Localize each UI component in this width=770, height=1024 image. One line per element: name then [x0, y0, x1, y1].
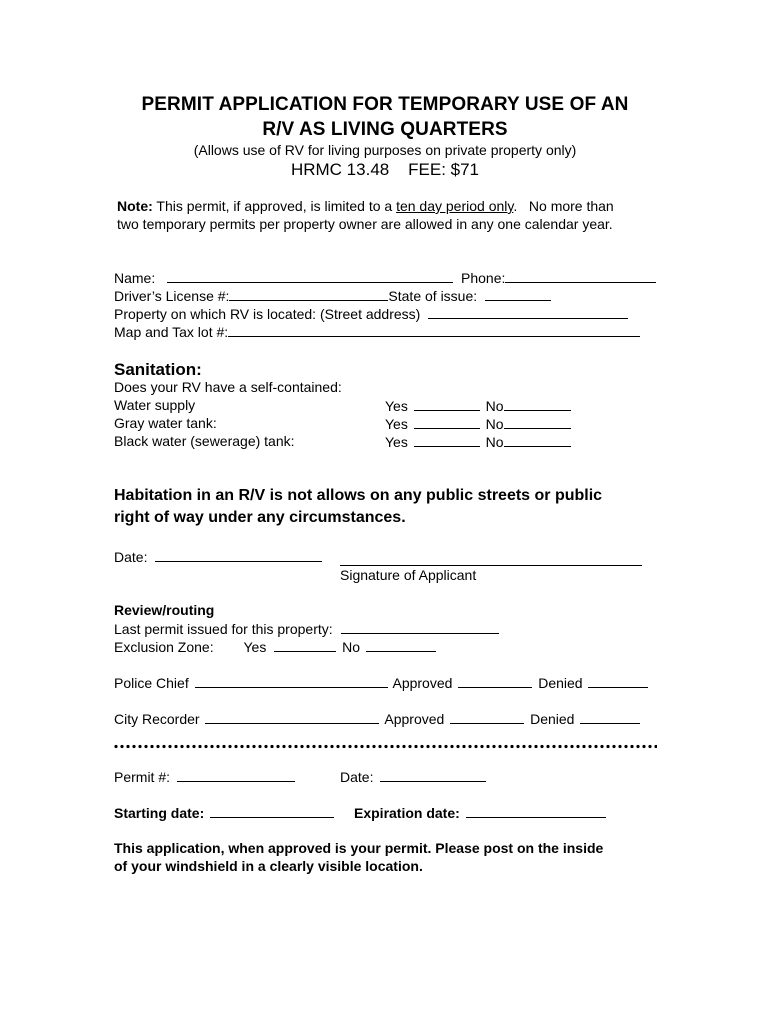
exclusion-label: Exclusion Zone:: [114, 639, 214, 655]
recorder-approved-field[interactable]: [450, 710, 524, 724]
exclusion-row: [114, 638, 436, 655]
start-date-row: [114, 804, 334, 821]
code-fee-line: [0, 160, 770, 180]
dotted-divider: [113, 744, 657, 749]
no-label: No: [485, 416, 504, 432]
permit-number-label: Permit #:: [114, 769, 171, 785]
office-date-field[interactable]: [380, 768, 486, 782]
title-line-2: R/V AS LIVING QUARTERS: [262, 119, 508, 140]
name-row: [114, 269, 656, 286]
recorder-denied-field[interactable]: [580, 710, 640, 724]
code-reference: HRMC 13.48: [290, 160, 390, 179]
note-text-1: This permit, if approved, is limited to a: [152, 198, 397, 214]
sanitation-heading: Sanitation:: [114, 360, 202, 379]
signature-label: Signature of Applicant: [340, 567, 477, 583]
start-date-label: Starting date:: [114, 805, 205, 821]
exclusion-no-field[interactable]: [366, 638, 436, 652]
expiration-date-row: [354, 804, 606, 821]
permit-number-field[interactable]: [177, 768, 295, 782]
signature-field[interactable]: [340, 565, 642, 566]
map-label: Map and Tax lot #:: [114, 324, 229, 340]
title-line-1: PERMIT APPLICATION FOR TEMPORARY USE OF AN: [141, 94, 629, 115]
sanitation-question: Does your RV have a self-contained:: [114, 379, 342, 395]
no-label: No: [485, 398, 504, 414]
note-line-1: [117, 198, 614, 214]
sanitation-item-black: Black water (sewerage) tank:: [114, 433, 295, 449]
date-label: Date:: [114, 549, 148, 565]
recorder-field[interactable]: [205, 710, 379, 724]
sanitation-item-water: Water supply: [114, 397, 196, 413]
review-heading: Review/routing: [114, 602, 215, 618]
police-label: Police Chief: [114, 675, 189, 691]
applicant-date-field[interactable]: [155, 548, 322, 562]
last-permit-field[interactable]: [341, 620, 499, 634]
recorder-label: City Recorder: [114, 711, 200, 727]
permit-number-row: [114, 768, 295, 785]
police-approved-field[interactable]: [458, 674, 532, 688]
last-permit-label: Last permit issued for this property:: [114, 621, 333, 637]
note-underlined: ten day period only: [396, 198, 514, 214]
license-field[interactable]: [229, 287, 388, 301]
property-label: Property on which RV is located: (Street address): [114, 306, 421, 322]
expiration-date-label: Expiration date:: [354, 805, 460, 821]
exclusion-yes-field[interactable]: [274, 638, 336, 652]
sanitation-black-options: [385, 433, 571, 450]
expiration-date-field[interactable]: [466, 804, 606, 818]
recorder-approved-label: Approved: [384, 711, 445, 727]
phone-field[interactable]: [505, 269, 656, 283]
subtitle: (Allows use of RV for living purposes on private property only): [193, 142, 577, 158]
final-note-line-2: of your windshield in a clearly visible location.: [114, 858, 423, 874]
yes-label: Yes: [385, 434, 408, 450]
note-line-2: two temporary permits per property owner are allowed in any one calendar year.: [117, 216, 613, 232]
map-row: [114, 323, 640, 340]
exclusion-no-label: No: [342, 639, 361, 655]
gray-yes-field[interactable]: [414, 415, 480, 429]
name-label: Name:: [114, 270, 156, 286]
property-row: [114, 305, 628, 322]
state-field[interactable]: [485, 287, 551, 301]
yes-label: Yes: [385, 398, 408, 414]
last-permit-row: [114, 620, 499, 637]
recorder-denied-label: Denied: [530, 711, 575, 727]
warning-line-2: right of way under any circumstances.: [114, 509, 406, 526]
exclusion-yes-label: Yes: [243, 639, 267, 655]
water-yes-field[interactable]: [414, 397, 480, 411]
name-field[interactable]: [167, 269, 453, 283]
final-note-line-1: This application, when approved is your permit. Please post on the inside: [114, 840, 604, 856]
office-date-label: Date:: [340, 769, 374, 785]
phone-label: Phone:: [461, 270, 506, 286]
gray-no-field[interactable]: [504, 415, 571, 429]
applicant-date-row: [114, 548, 322, 565]
note-label: Note:: [117, 198, 153, 214]
license-label: Driver’s License #:: [114, 288, 230, 304]
license-row: [114, 287, 551, 304]
sanitation-water-options: [385, 397, 571, 414]
note-text-2: . No more than: [513, 198, 614, 214]
water-no-field[interactable]: [504, 397, 571, 411]
office-date-row: [340, 768, 486, 785]
start-date-field[interactable]: [210, 804, 334, 818]
property-field[interactable]: [428, 305, 628, 319]
black-no-field[interactable]: [504, 433, 571, 447]
map-field[interactable]: [228, 323, 640, 337]
warning-line-1: Habitation in an R/V is not allows on any public streets or public: [114, 487, 603, 504]
recorder-row: [114, 710, 640, 727]
sanitation-item-gray: Gray water tank:: [114, 415, 217, 431]
police-field[interactable]: [195, 674, 388, 688]
state-label: State of issue:: [388, 288, 478, 304]
sanitation-gray-options: [385, 415, 571, 432]
black-yes-field[interactable]: [414, 433, 480, 447]
yes-label: Yes: [385, 416, 408, 432]
police-denied-label: Denied: [538, 675, 583, 691]
police-row: [114, 674, 648, 691]
no-label: No: [485, 434, 504, 450]
police-approved-label: Approved: [392, 675, 453, 691]
fee: FEE: $71: [408, 160, 480, 179]
police-denied-field[interactable]: [588, 674, 648, 688]
